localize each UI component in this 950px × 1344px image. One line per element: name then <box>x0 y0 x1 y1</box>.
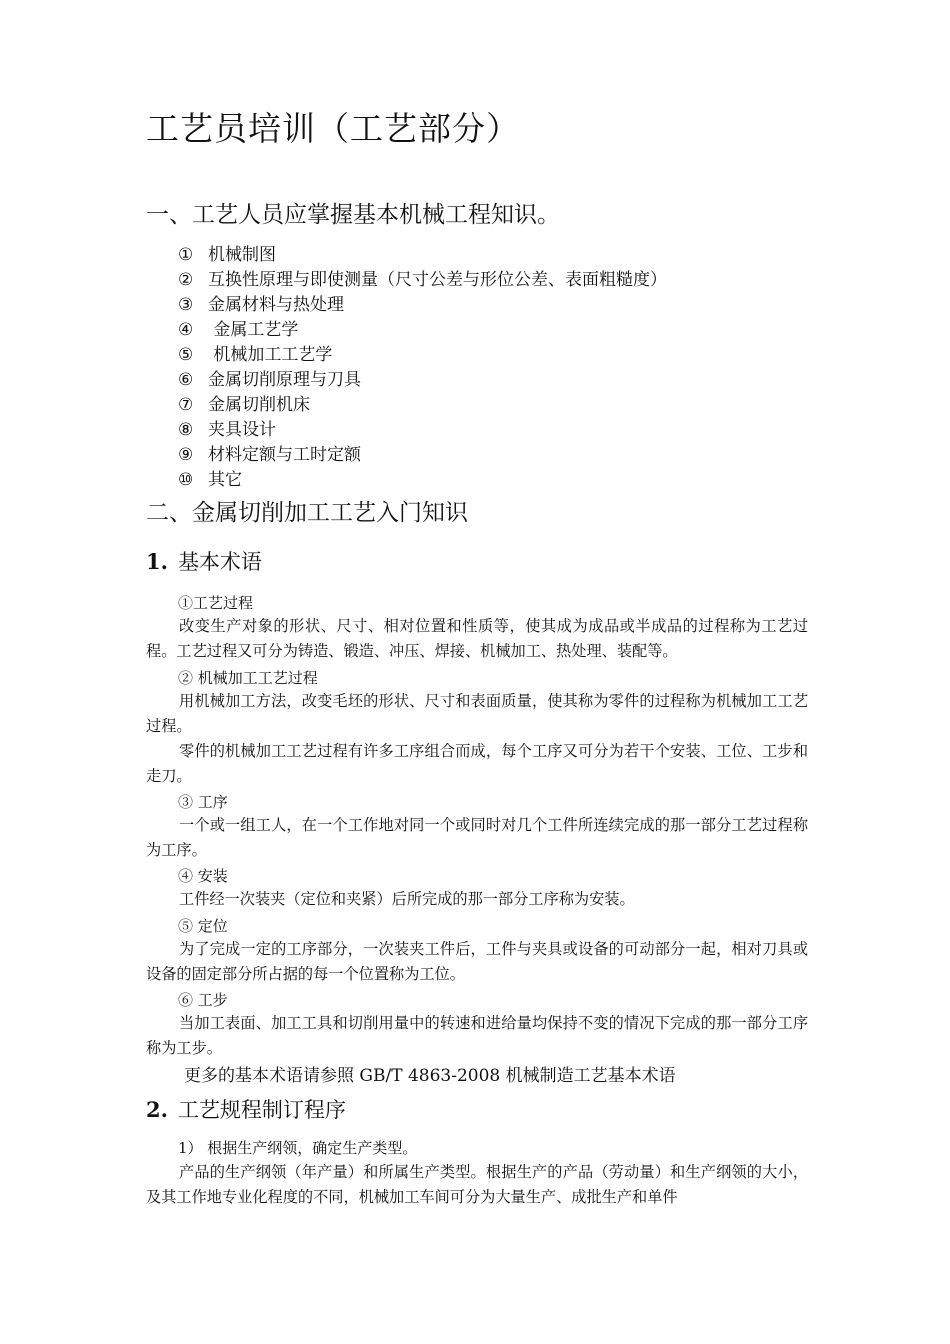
term-heading: ⑤ 定位 <box>178 917 228 935</box>
list-item: ⑥ 金属切削原理与刀具 <box>178 370 361 390</box>
paragraph: 为了完成一定的工序部分，一次装夹工件后，工件与夹具或设备的可动部分一起，相对刀具或设备的固定部分所占据的每一个位置称为工位。 <box>146 940 808 983</box>
reference-note: 更多的基本术语请参照 GB/T 4863-2008 机械制造工艺基本术语 <box>184 1066 676 1086</box>
list-item: ① 机械制图 <box>178 245 276 265</box>
paragraph: 当加工表面、加工工具和切削用量中的转速和进给量均保持不变的情况下完成的那一部分工序称为工步。 <box>146 1014 808 1057</box>
document-title: 工艺员培训（工艺部分） <box>146 109 520 148</box>
list-item: ⑨ 材料定额与工时定额 <box>178 445 361 465</box>
term-heading: ② 机械加工工艺过程 <box>178 669 318 687</box>
term-heading: 1） 根据生产纲领，确定生产类型。 <box>178 1139 418 1157</box>
paragraph: 改变生产对象的形状、尺寸、相对位置和性质等，使其成为成品或半成品的过程称为工艺过程。工艺过程又可分为铸造、锻造、冲压、焊接、机械加工、热处理、装配等。 <box>146 617 808 660</box>
subsection-heading: 2. 工艺规程制订程序 <box>146 1097 346 1122</box>
section2-heading: 二、金属切削加工工艺入门知识 <box>146 500 468 526</box>
list-item: ⑧ 夹具设计 <box>178 420 276 440</box>
section1-heading: 一、工艺人员应掌握基本机械工程知识。 <box>146 202 560 228</box>
paragraph: 用机械加工方法，改变毛坯的形状、尺寸和表面质量，使其称为零件的过程称为机械加工工艺过程。 <box>146 692 808 735</box>
paragraph: 一个或一组工人，在一个工作地对同一个或同时对几个工件所连续完成的那一部分工艺过程称为工序。 <box>146 816 808 859</box>
list-item: ⑤ 机械加工工艺学 <box>178 345 333 365</box>
list-item: ④ 金属工艺学 <box>178 320 299 340</box>
paragraph: 产品的生产纲领（年产量）和所属生产类型。根据生产的产品（劳动量）和生产纲领的大小，及其工作地专业化程度的不同，机械加工车间可分为大量生产、成批生产和单件 <box>146 1163 808 1206</box>
paragraph: 零件的机械加工工艺过程有许多工序组合而成，每个工序又可分为若干个安装、工位、工步和走刀。 <box>146 742 808 785</box>
list-item: ⑩ 其它 <box>178 470 242 490</box>
list-item: ③ 金属材料与热处理 <box>178 295 344 315</box>
list-item: ② 互换性原理与即使测量（尺寸公差与形位公差、表面粗糙度） <box>178 270 667 290</box>
list-item: ⑦ 金属切削机床 <box>178 395 310 415</box>
paragraph: 工件经一次装夹（定位和夹紧）后所完成的那一部分工序称为安装。 <box>179 890 635 908</box>
term-heading: ①工艺过程 <box>178 594 254 612</box>
term-heading: ③ 工序 <box>178 793 228 811</box>
term-heading: ④ 安装 <box>178 867 228 885</box>
subsection-heading: 1. 基本术语 <box>146 549 262 574</box>
term-heading: ⑥ 工步 <box>178 991 228 1009</box>
